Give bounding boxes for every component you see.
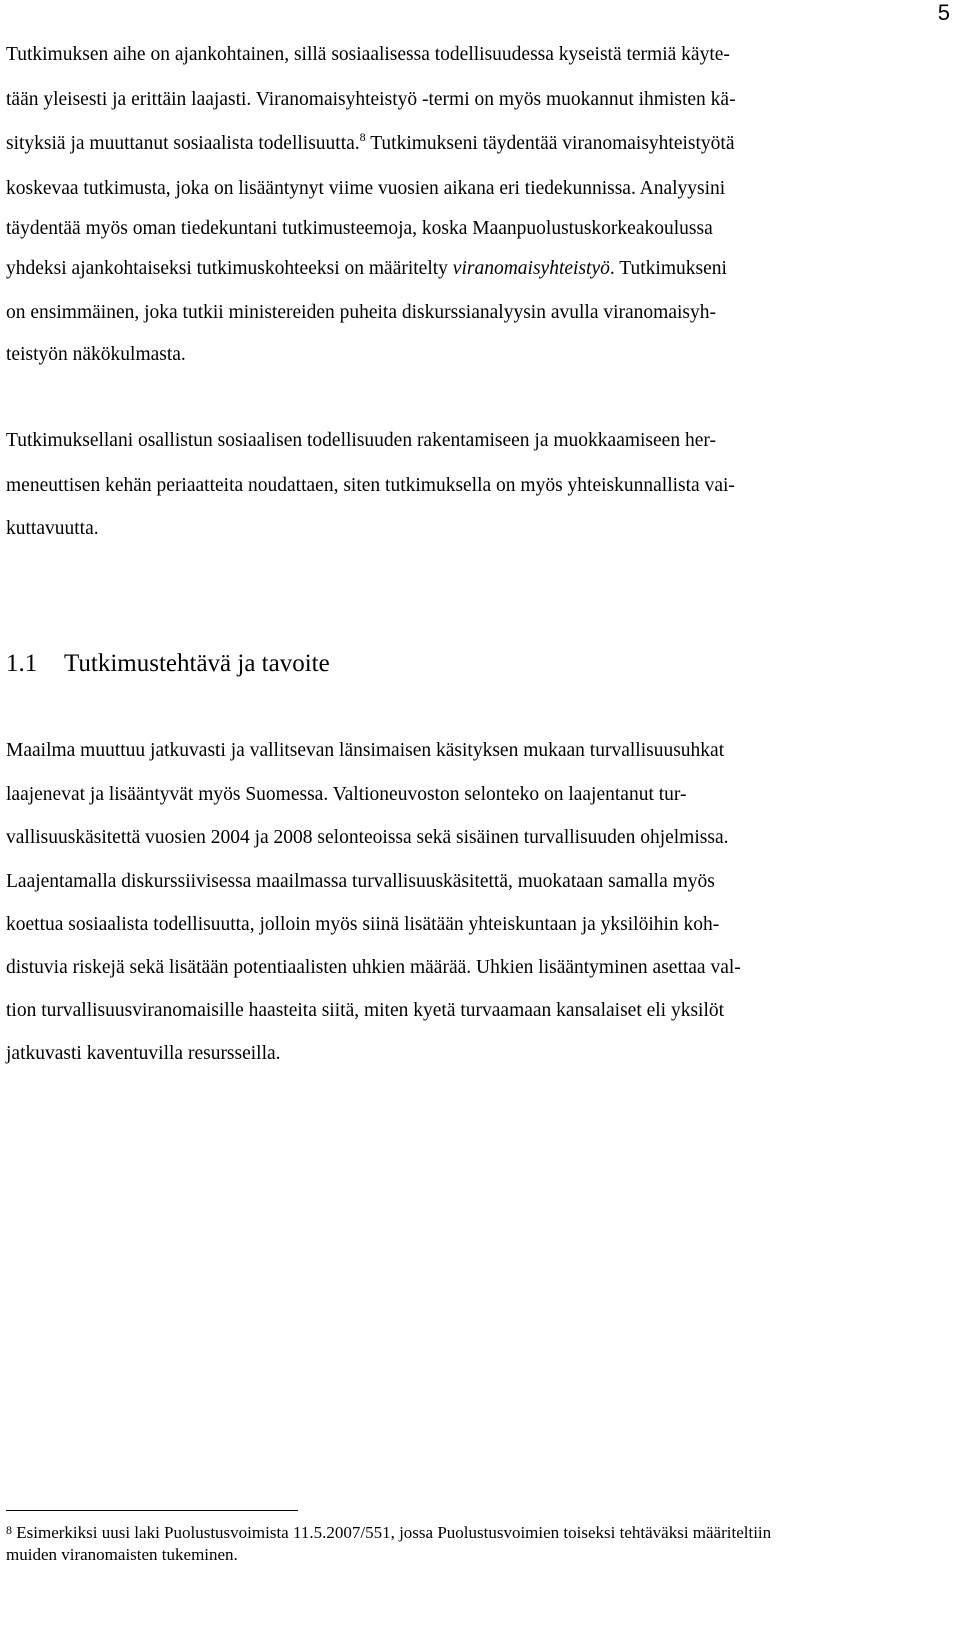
footnote-line: muiden viranomaisten tukeminen. (6, 1545, 238, 1564)
text-line: tään yleisesti ja erittäin laajasti. Viranomaisyhteistyö -termi on myös muokannut ihmisten kä- (6, 89, 736, 110)
text-line: Tutkimuksen aihe on ajankohtainen, sillä sosiaalisessa todellisuudessa kyseistä termiä käyte- (6, 44, 730, 65)
text-line: täydentää myös oman tiedekuntani tutkimusteemoja, koska Maanpuolustuskorkeakoulussa (6, 218, 713, 239)
footnote-text: Esimerkiksi uusi laki Puolustusvoimista 11.5.2007/551, jossa Puolustusvoimien toiseksi tehtäväksi määriteltiin (12, 1523, 772, 1542)
text-segment: yhdeksi ajankohtaiseksi tutkimuskohteeksi on määritelty (6, 258, 453, 279)
text-segment: Tutkimukseni täydentää viranomaisyhteistyötä (365, 133, 735, 154)
footnote-separator (6, 1510, 298, 1511)
text-line: teistyön näkökulmasta. (6, 344, 186, 365)
footnote (6, 1522, 946, 1566)
text-line: vallisuuskäsitettä vuosien 2004 ja 2008 selonteoissa sekä sisäinen turvallisuuden ohjelmissa. (6, 827, 729, 848)
footnote-reference: 8 (359, 130, 366, 144)
section-title: Tutkimustehtävä ja tavoite (64, 650, 330, 677)
emphasis-term: viranomaisyhteistyö (452, 258, 610, 279)
text-line: tion turvallisuusviranomaisille haasteita siitä, miten kyetä turvaamaan kansalaiset eli yksilöt (6, 1000, 725, 1021)
text-line: koettua sosiaalista todellisuutta, jolloin myös siinä lisätään yhteiskuntaan ja yksilöihin koh- (6, 914, 720, 935)
text-segment: sityksiä ja muuttanut sosiaalista todellisuutta. (6, 133, 360, 154)
section-number: 1.1 (6, 650, 38, 677)
text-line: distuvia riskejä sekä lisätään potentiaalisten uhkien määrää. Uhkien lisääntyminen asettaa val- (6, 957, 741, 978)
footnote-line (6, 1522, 946, 1544)
text-line (6, 130, 735, 155)
text-line: jatkuvasti kaventuvilla resursseilla. (6, 1043, 281, 1064)
text-line (6, 258, 727, 280)
text-line: Maailma muuttuu jatkuvasti ja vallitsevan länsimaisen käsityksen mukaan turvallisuusuhkat (6, 740, 725, 761)
text-line: kuttavuutta. (6, 518, 99, 539)
text-line: koskevaa tutkimusta, joka on lisääntynyt viime vuosien aikana eri tiedekunnissa. Analyysini (6, 178, 726, 199)
page-number: 5 (937, 0, 950, 25)
text-line: laajenevat ja lisääntyvät myös Suomessa. Valtioneuvoston selonteko on laajentanut tur- (6, 784, 687, 805)
text-line: meneuttisen kehän periaatteita noudattaen, siten tutkimuksella on myös yhteiskunnallista vai- (6, 475, 735, 496)
text-line: on ensimmäinen, joka tutkii ministereiden puheita diskurssianalyysin avulla viranomaisyh- (6, 302, 716, 323)
text-line: Tutkimuksellani osallistun sosiaalisen todellisuuden rakentamiseen ja muokkaamiseen her- (6, 430, 716, 451)
text-line: Laajentamalla diskurssiivisessa maailmassa turvallisuuskäsitettä, muokataan samalla myös (6, 871, 715, 892)
text-segment: . Tutkimukseni (609, 258, 727, 279)
section-heading (6, 650, 330, 678)
footnote-marker: 8 (6, 1523, 12, 1537)
